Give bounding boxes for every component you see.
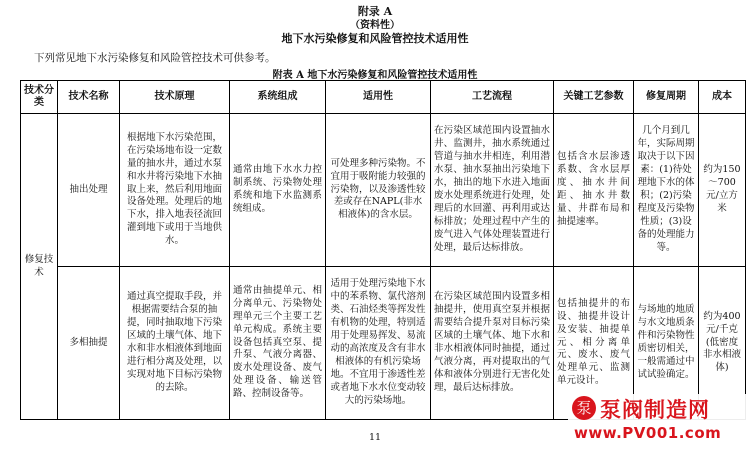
process-cell: 在污染区域范围内设置多相抽提井，使用真空泵并根据需要结合提升泵对目标污染区域的土壤气体、地下水和非水相液体同时抽提，通过气液分离，再对提取出的气体和液体分别进行无害化处理，最后达标排放。: [431, 267, 554, 420]
technology-table: [20, 80, 746, 420]
header-period: 修复周期: [634, 81, 699, 114]
header-cost: 成本: [699, 81, 746, 114]
table-row: [21, 114, 746, 267]
header-system: 系统组成: [230, 81, 326, 114]
applicability-cell: 适用于处理污染地下水中的苯系物、氯代溶剂类、石油烃类等挥发性有机物的处理，特别适用于处理易挥发、易流动的高浓度及含有非水相液体的有机污染场地。不宜用于渗透性差或者地下水水位变动较大的污染场地。: [326, 267, 431, 420]
system-cell: 通常由地下水水力控制系统、污染物处理系统和地下水监测系统组成。: [230, 114, 326, 267]
period-cell: 与场地的地质与水文地质条件和污染物性质密切相关，一般需通过中试试验确定。: [634, 267, 699, 420]
appendix-title: 附录 A: [357, 5, 393, 18]
pump-logo-icon: 泵: [572, 396, 596, 420]
tech-name-cell: 抽出处理: [58, 114, 120, 267]
header-parameters: 关键工艺参数: [554, 81, 634, 114]
header-category: 技术分类: [21, 81, 58, 114]
table-header-row: [21, 81, 746, 114]
header-applicability: 适用性: [326, 81, 431, 114]
page-number: 11: [368, 432, 382, 443]
cost-cell: 约为150～700元/立方米: [699, 114, 746, 267]
appendix-note: （资料性）: [350, 20, 400, 31]
table-caption: 附表 A 地下水污染修复和风险管控技术适用性: [272, 70, 478, 81]
watermark: [568, 394, 746, 446]
header-name: 技术名称: [58, 81, 120, 114]
period-cell: 几个月到几年，实际周期取决于以下因素：(1)待处理地下水的体积；(2)污染程度及污染物性质；(3)设备的处理能力等。: [634, 114, 699, 267]
tech-name-cell: 多相抽提: [58, 267, 120, 420]
principle-cell: 根据地下水污染范围，在污染场地布设一定数量的抽水井，通过水泵和水井将污染地下水抽取上来，然后利用地面设备处理。处理后的地下水，排入地表径流回灌到地下或用于当地供水。: [120, 114, 230, 267]
principle-cell: 通过真空提取手段，并根据需要结合泵的抽提，同时抽取地下污染区域的土壤气体、地下水和非水相液体到地面进行相分离及处理，以实现对地下目标污染物的去除。: [120, 267, 230, 420]
watermark-url: www.PV001.com: [574, 424, 722, 442]
system-cell: 通常由抽提单元、相分离单元、污染物处理单元三个主要工艺单元构成。系统主要设备包括真空泵、提升泵、气液分离器、废水处理设备、废气处理设备、输送管路、控制设备等。: [230, 267, 326, 420]
header-principle: 技术原理: [120, 81, 230, 114]
applicability-cell: 可处理多种污染物。不宜用于吸附能力较强的污染物，以及渗透性较差或存在NAPL(非水相液体)的含水层。: [326, 114, 431, 267]
process-cell: 在污染区域范围内设置抽水井、监测井，抽水系统通过管道与抽水井相连，利用潜水泵、抽水泵抽出污染地下水，抽出的地下水进入地面废水处理系统进行处理，处理后的水回灌、再利用或达标排放；处理过程中产生的废气进入气体处理装置进行处理，最后达标排放。: [431, 114, 554, 267]
category-cell: 修复技术: [21, 114, 58, 420]
appendix-heading: 地下水污染修复和风险管控技术适用性: [281, 32, 469, 45]
parameters-cell: 包括抽提井的布设、抽提井设计及安装、抽提单元、相分离单元、废水、废气处理单元、监测单元设计。: [554, 267, 634, 420]
parameters-cell: 包括含水层渗透系数、含水层厚度、抽水井间距、抽水井数量、井群布局和抽提速率。: [554, 114, 634, 267]
header-process: 工艺流程: [431, 81, 554, 114]
cost-cell: 约为400元/千克(低密度非水相液体): [699, 267, 746, 420]
watermark-name: 泵阀制造网: [600, 398, 710, 422]
intro-paragraph: 下列常见地下水污染修复和风险管控技术可供参考。: [34, 52, 276, 64]
